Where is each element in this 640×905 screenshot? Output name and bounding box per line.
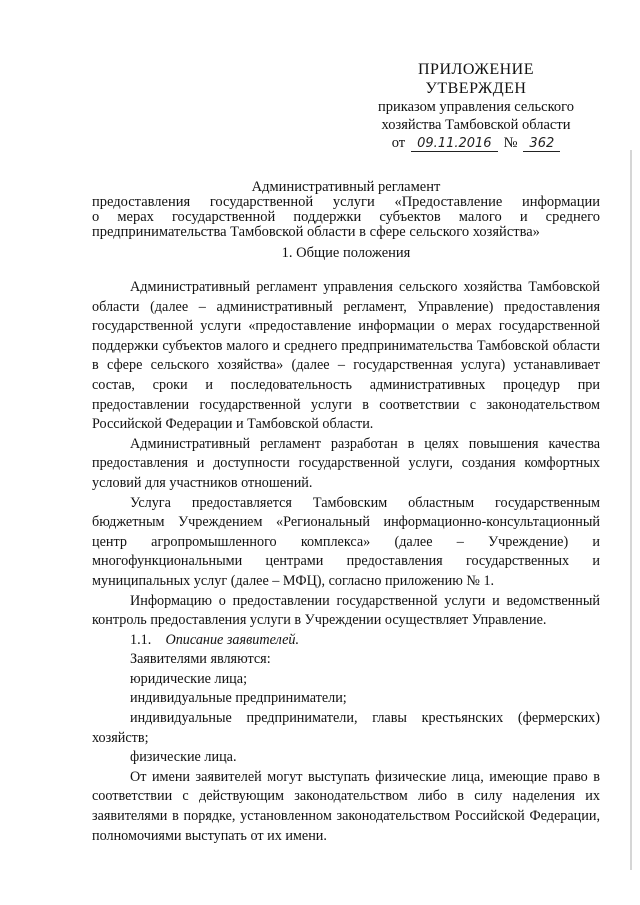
title-line-1: Административный регламент bbox=[251, 179, 441, 195]
paragraph-3: Услуга предоставляется Тамбовским областным государственным бюджетным Учреждением «Региональный информационно-консультационный центр агропромышленного комплекса» (далее – Учреждение) и многофункциональными центрами предоставления государственных и муниципальных услуг (далее – МФЦ), согласно приложению № 1. bbox=[92, 494, 600, 589]
applicant-item: индивидуальные предприниматели; bbox=[130, 690, 347, 707]
handwritten-date: 09.11.2016 bbox=[411, 137, 497, 152]
subsection-heading bbox=[92, 631, 600, 651]
final-paragraph: От имени заявителей могут выступать физические лица, имеющие право в соответствии с действующим законодательством либо в силу наделения их заявителями в порядке, установленном законодательством Российской Федерации, полномочиями выступать от их имени. bbox=[92, 768, 600, 844]
applicant-item: юридические лица; bbox=[130, 670, 248, 687]
subsection-number: 1.1. bbox=[130, 631, 152, 648]
number-prefix: № bbox=[503, 135, 518, 151]
approved-label: УТВЕРЖДЕН bbox=[425, 80, 527, 97]
scan-edge-mark bbox=[630, 150, 632, 870]
appendix-label: ПРИЛОЖЕНИЕ bbox=[417, 61, 534, 78]
approval-stamp-block bbox=[356, 60, 596, 152]
section-heading: 1. Общие положения bbox=[281, 245, 411, 261]
paragraph-1: Административный регламент управления сельского хозяйства Тамбовской области (далее – административный регламент, Управление) предоставления государственной услуги «предоставление информации о мерах государственной поддержки субъектов малого и среднего предпринимательства Тамбовской области в сфере сельского хозяйства» (далее – государственная услуга) устанавливает состав, сроки и последовательность административных процедур при предоставлении государственной услуги в соответствии с законодательством Российской Федерации и Тамбовской области. bbox=[92, 279, 600, 433]
order-line-2: хозяйства Тамбовской области bbox=[381, 117, 571, 133]
applicants-intro: Заявителями являются: bbox=[130, 651, 271, 668]
order-line-1: приказом управления сельского bbox=[377, 99, 574, 115]
applicant-item: индивидуальные предприниматели, главы крестьянских (фермерских) хозяйств; bbox=[92, 710, 600, 746]
date-prefix: от bbox=[391, 135, 406, 151]
handwritten-number: 362 bbox=[523, 137, 560, 152]
subsection-title: Описание заявителей. bbox=[165, 631, 300, 648]
applicant-item: физические лица. bbox=[130, 749, 237, 766]
title-line-3: о мерах государственной поддержки субъектов малого и среднего bbox=[92, 209, 600, 225]
order-date-number-line bbox=[356, 134, 596, 152]
body-text bbox=[92, 278, 600, 846]
title-line-2: предоставления государственной услуги «Предоставление информации bbox=[92, 194, 600, 210]
paragraph-4: Информацию о предоставлении государственной услуги и ведомственный контроль предоставления услуги в Учреждении осуществляет Управление. bbox=[92, 592, 600, 629]
title-line-4: предпринимательства Тамбовской области в сфере сельского хозяйства» bbox=[92, 224, 540, 240]
paragraph-2: Административный регламент разработан в целях повышения качества предоставления и доступности государственной услуги, создания комфортных условий для участников отношений. bbox=[92, 435, 600, 491]
document-title bbox=[92, 180, 600, 240]
